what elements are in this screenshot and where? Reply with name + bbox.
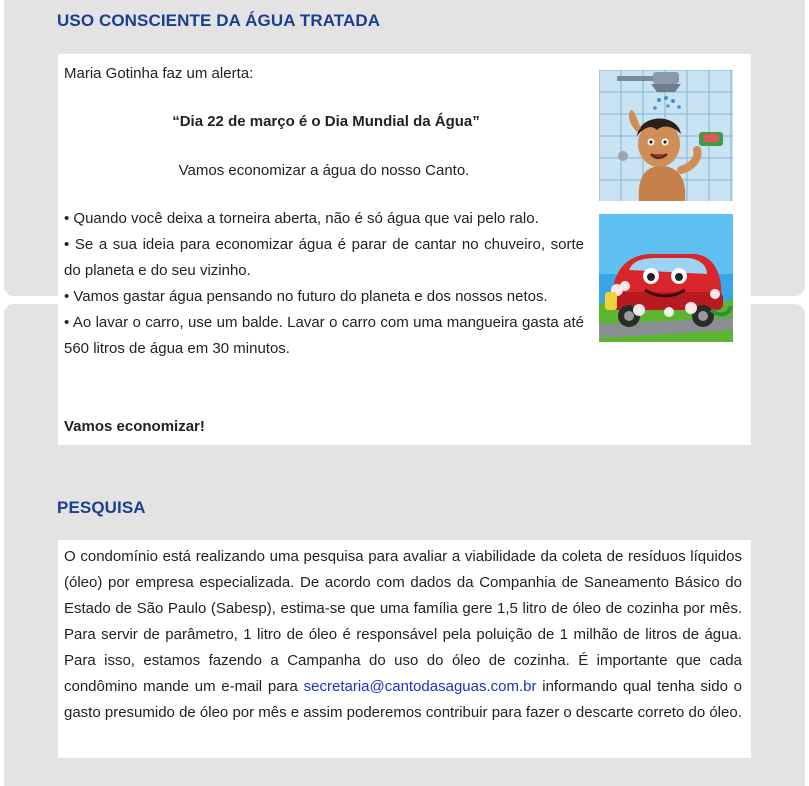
email-link[interactable]: secretaria@cantodasaguas.com.br [303,678,537,695]
agua-content-box [58,54,751,445]
agua-save-message: Vamos economizar a água do nosso Canto. [178,162,470,179]
shower-illustration [599,70,733,201]
car-wash-illustration [599,214,733,342]
tip-item: • Ao lavar o carro, use um balde. Lavar o carro com uma mangueira gasta até 560 litros de água em 30 minutos. [64,314,584,357]
agua-intro: Maria Gotinha faz um alerta: [64,65,254,82]
section-title-agua: USO CONSCIENTE DA ÁGUA TRATADA [57,11,381,30]
section-title-pesquisa: PESQUISA [57,498,146,517]
pesquisa-text-after: informando qual tenha sido o gasto presumido de óleo por mês e assim poderemos contribuir para fazer o descarte correto do óleo. [64,678,742,721]
tip-item: • Vamos gastar água pensando no futuro do planeta e dos nossos netos. [64,288,548,305]
pesquisa-paragraph [64,544,742,726]
agua-quote: “Dia 22 de março é o Dia Mundial da Água” [172,113,480,130]
pesquisa-text-before: O condomínio está realizando uma pesquisa para avaliar a viabilidade da coleta de resíduos líquidos (óleo) por empresa especializada. De acordo com dados da Companhia de Saneamento Básico do Estado de São Paulo (Sabesp), estima-se que uma família gere 1,5 litro de óleo de cozinha por mês. Para servir de parâmetro, 1 litro de óleo é responsável pela poluição de 1 milhão de litros de água. Para isso, estamos fazendo a Campanha do uso do óleo de cozinha. É importante que cada condômino mande um e-mail para [64,548,742,695]
pesquisa-content-box [58,540,751,758]
tips-list [64,206,584,362]
tip-item: • Se a sua ideia para economizar água é parar de cantar no chuveiro, sorte do planeta e do seu vizinho. [64,236,584,279]
tip-item: • Quando você deixa a torneira aberta, não é só água que vai pelo ralo. [64,210,539,227]
agua-call-to-action: Vamos economizar! [64,418,205,435]
